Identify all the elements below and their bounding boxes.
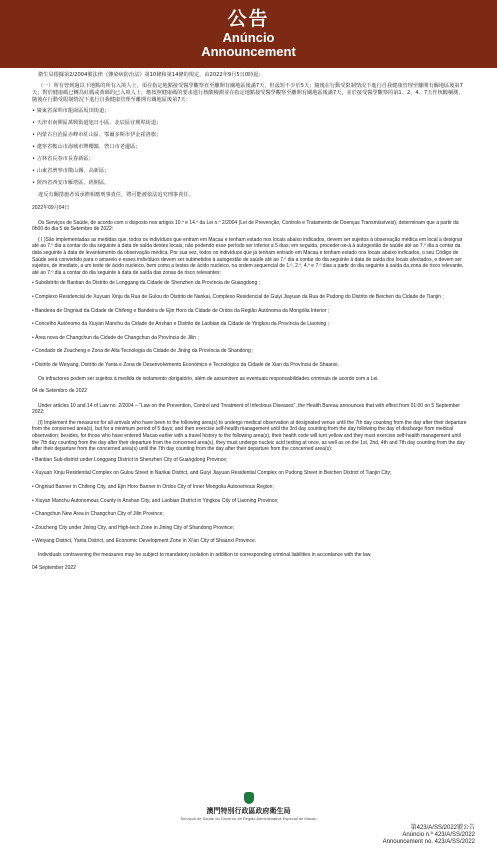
pt-intro: Os Serviços de Saúde, de acordo com o disposto nos artigos 10.º e 14.º da Lei n.º 2/2004 (Lei de Prevenção, Controlo e Tratamento de Doenças Transmissíveis), determinam que a partir da 0h00 do dia 5 de Setembro de 2022:: [32, 219, 459, 233]
zh-paragraph-1: （一）所有曾到過以下地點的所有入境人士，須在指定地點接受醫學觀察直至離開有關地區後滿7天，但最短不少於5天；隨後在行動受限制情況下進行自我健康管理至離開有關地區後第7天；對於健康碼已轉為紅碼或黃碼的已入境人士，應按照健康碼的要求進行核酸檢測並在指定地點接受醫學觀察至離開有關地區後滿7天，並於接受醫學觀察的第1、2、4、7天作核酸檢測，隨後在行動受限制情況下進行自我健康管理至離開有關地區後第7天：: [32, 83, 464, 103]
list-item: • Xuyuan Xinju Residential Complex on Gulou Street in Nankai District, and Guiyi Jiayuan Residential Complex on Pudong Street in Beichen District of Tianjin City;: [32, 470, 468, 477]
list-item: • 廣東省深圳市龍崗區坂田街道；: [32, 108, 468, 115]
english-section: [32, 403, 468, 572]
list-item: • Complexo Residencial de Xuyuan Xinju da Rua de Gulou do Distrito de Nankai, Complexo Residencial de Guiyi Jiayuan da Rua de Pudong do Distrito de Beichen da Cidade de Tianjin ;: [32, 294, 468, 301]
reference-pt: Anúncio n.º 423/A/SS/2022: [402, 832, 475, 839]
list-item: • Weiyang District, Yanta District, and Economic Development Zone in Xi'an City of Shaanxi Province.: [32, 538, 468, 545]
list-item: • 遼寧省鞍山市海城市牌樓鎮、營口市老邊區；: [32, 144, 468, 151]
health-bureau-emblem-icon: [244, 792, 254, 804]
issuer-footer: [0, 792, 497, 821]
zh-closing: 違反有關措施者須承擔相應刑事責任，將可能被依法追究刑事責任。: [38, 192, 194, 198]
list-item: • 陝西省西安市雁塔區、經開區。: [32, 180, 468, 187]
portuguese-section: [32, 220, 468, 395]
list-item: • 天津市南開區萬興街道旭日小區、北辰區宜興埠街道；: [32, 120, 468, 127]
list-item: • Xiuyan Manchu Autonomous County in Anshan City, and Laobian District in Yingkou City of Liaoning Province;: [32, 498, 468, 505]
title-en: Announcement: [201, 44, 296, 59]
pt-closing: Os infractores podem ser sujeitos à medida de isolamento obrigatório, além de assumirem as eventuais responsabilidades criminais de acordo com a Lei.: [38, 375, 379, 382]
list-item: • Concelho Autónomo da Xiuyan Manchu da Cidade de Anshan e Distrito de Laobian da Cidade de Yingkou da Província de Liaoning ;: [32, 321, 468, 328]
en-paragraph-1: (I) Implement the measures for all arrivals who have been to the following area(s) to undergo medical observation at designated venue until the 7th day counting from the day after their departure from the concerned area(s), but for a minimum period of 5 days; and then exercise self-health management until the 3rd day counting from the day following the day of discharge from medical observation; besides, for those who have entered Macao earlier with a travel history to the following area(s), their health code will turn yellow and they must exercise self-health management until the 7th day counting from the day after their departure from the concerned area(s), they must undergo nucleic acid testing at once, as well as on the 1st, 2nd, 4th and 7th day counting from the day after their departure from the concerned area(s) until the 7th day counting from the day after their departure from the concerned area(s):: [32, 419, 467, 453]
list-item: • 內蒙古自治區赤峰市紅山區、鄂爾多斯市伊金霍洛旗；: [32, 132, 468, 139]
list-item: • Condado de Zoucheng e Zona de Alta Tecnologia da Cidade de Jining da Província de Shandong ;: [32, 348, 468, 355]
en-closing: Individuals contravening the measures may be subject to mandatory isolation in addition to corresponding criminal liabilities in accordance with the law.: [38, 552, 372, 558]
chinese-section: [32, 72, 468, 212]
title-pt: Anúncio: [222, 30, 275, 45]
list-item: • Bandeira de Ongniud da Cidade de Chifeng e Bandeira de Ejin Horo da Cidade de Ordos da Região Autónoma da Mongólia Interior ;: [32, 308, 468, 315]
list-item: • Distrito de Weiyang, Distrito de Yanta e Zona de Desenvolvimento Económico e Tecnológico da Cidade de Xian da Província de Shaanxi.: [32, 362, 468, 369]
pt-paragraph-1: ( I )São implementadas as medidas que, todos os indivíduos que entram em Macau e tenham estado nos locais abaixo indicados, devem ser sujeitos à observação médica em local a designar até ao 7.º dia a contar do dia seguinte à data de saída destes locais, não podendo esse período ser inferior a 5 dias; em seguida, proceder-se-á à autogestão de saúde até ao 7.º dia a contar da data seguinte à data de levantamento da observação médica. Por sua vez, todos os indivíduos que já tenham entrado em Macau e tenham estado nos locais abaixo indicados, o seu Código de Saúde será convertido para o amarelo e esses indivíduos devem ser submetidos à autogestão de saúde até ao 7.º dia a contar do dia seguinte à data de saída dos locais afectados, e devem ser sujeitos, de imediato, a um teste de ácido nucleico, bem como a testes de ácido nucleico, na ordem sequencial de 1.º, 2.º, 4.º e 7.º dias a partir do dia seguinte à saída da zona de risco relevante, até ao 7.º dia a contar do dia seguinte à data de saída das zonas de risco relevantes:: [32, 236, 464, 276]
en-intro: Under articles 10 and 14 of Law no. 2/2004 – "Law on the Prevention, Control and Treatment of Infectious Diseases", the Health Bureau announces that with effect from 01:00 on 5 September 2022:: [32, 402, 461, 416]
zh-date: 2022年09月04日: [32, 205, 70, 211]
reference-en: Announcement no. 423/A/SS/2022: [382, 839, 475, 846]
list-item: • Bantian Sub-district under Longgang District in Shenzhen City of Guangdong Province;: [32, 457, 468, 464]
list-item: • Área nova de Changchun da Cidade de Changchun da Província de Jilin ;: [32, 335, 468, 342]
reference-zh: 第423/A/SS/2022號公告: [410, 825, 475, 831]
en-date: 04 September 2022: [32, 564, 76, 571]
list-item: • 吉林省長春市長春新區；: [32, 156, 468, 163]
issuer-name-pt: Serviços de Saúde do Governo da Região Administrativa Especial de Macau: [180, 816, 317, 821]
announcement-header: [0, 0, 497, 68]
pt-date: 04 de Setembro de 2022: [32, 388, 88, 395]
announcement-reference: [383, 825, 475, 847]
list-item: • Changchun New Area in Changchun City of Jilin Province;: [32, 511, 468, 518]
list-item: • Zoucheng City under Jining City, and High-tech Zone in Jining City of Shandong Province;: [32, 525, 468, 532]
pt-area-list: [32, 280, 468, 368]
zh-intro: 衛生局根據第2/2004號法律《傳染病防治法》第10條和第14條的規定，由2022年9月5日0時起：: [38, 72, 264, 78]
list-item: • 山東省濟寧市微山縣、高新區；: [32, 168, 468, 175]
list-item: • Subdistrito de Bantian do Distrito de Longgang da Cidade de Shenzhen da Província de Guangdong ;: [32, 280, 468, 287]
announcement-body: [32, 72, 468, 579]
en-area-list: [32, 457, 468, 545]
list-item: • Ongniud Banner in Chifeng City, and Ejin Horo Banner in Ordos City of Inner Mongolia Autonomous Region;: [32, 484, 468, 491]
zh-area-list: [32, 108, 468, 187]
issuer-name-zh: 澳門特別行政區政府衛生局: [206, 807, 291, 815]
title-zh: 公告: [227, 8, 270, 30]
